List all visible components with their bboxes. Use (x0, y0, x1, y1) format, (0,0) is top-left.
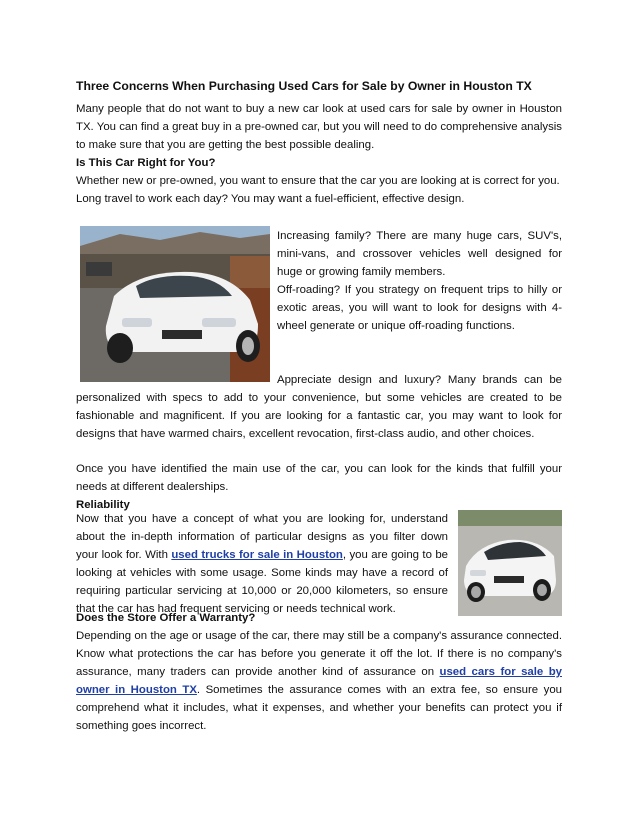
paragraph-new-or-preowned: Whether new or pre-owned, you want to ensure that the car you are looking at is correct for you. (76, 175, 560, 187)
white-coupe-illustration (458, 510, 562, 616)
used-trucks-houston-link[interactable]: used trucks for sale in Houston (171, 549, 343, 561)
reliability-block (76, 510, 448, 618)
heading-is-this-car-right: Is This Car Right for You? (76, 157, 216, 169)
luxury-first-line-block (277, 371, 562, 389)
paragraph-increasing-family: Increasing family? There are many huge cars, SUV's, mini-vans, and crossover vehicles well designed for huge or growing family members. (277, 230, 562, 278)
heading-reliability: Reliability (76, 499, 130, 511)
heading-warranty: Does the Store Offer a Warranty? (76, 612, 256, 624)
warranty-block (76, 609, 562, 735)
document-title: Three Concerns When Purchasing Used Cars for Sale by Owner in Houston TX (76, 79, 532, 93)
warranty-text-end: . Sometimes the assurance comes with an extra fee, so ensure you comprehend what it includes, what it expenses, and whether your benefits can protect you if something goes incorrect. (76, 684, 562, 732)
paragraph-luxury-start: Appreciate design and luxury? Many brands can be (277, 374, 562, 386)
warranty-text-start: Depending on the age or usage of the car, there may still be a company's assurance connected. Know what protections the car has before you generate it off the lot. If there is no company's assurance, many traders can provide another kind of assurance on (76, 630, 562, 678)
right-text-block (277, 227, 562, 335)
paragraph-identified-use: Once you have identified the main use of the car, you can look for the kinds that fulfill your needs at different dealerships. (76, 463, 562, 493)
reliability-text-start: Now that you have a concept of what you are looking for, understand about the in-depth information of particular designs as you filter down your look for. With (76, 513, 448, 561)
white-coupe-photo (458, 510, 562, 616)
white-sedan-illustration (80, 226, 270, 382)
paragraph-reliability (76, 510, 448, 618)
intro-paragraph: Many people that do not want to buy a new car look at used cars for sale by owner in Houston TX. You can find a great buy in a pre-owned car, but you will need to do comprehensive analysis to make sure that you are getting the best possible dealing. (76, 103, 562, 151)
white-sedan-photo (80, 226, 270, 382)
paragraph-long-travel: Long travel to work each day? You may want a fuel-efficient, effective design. (76, 193, 465, 205)
paragraph-off-roading: Off-roading? If you strategy on frequent trips to hilly or exotic areas, you will want to look for designs with 4-wheel generate or unique off-roading functions. (277, 284, 562, 332)
paragraph-warranty (76, 627, 562, 735)
used-cars-owner-houston-link[interactable]: used cars for sale by owner in Houston TX (76, 666, 562, 696)
intro-block (76, 100, 562, 208)
reliability-text-end: , you are going to be looking at vehicles with some usage. Some kinds may have a record of requiring particular servicing at 10,000 or 20,000 kilometers, so ensure that the car has had frequent servicing or needs technical work. (76, 549, 448, 615)
luxury-block (76, 389, 562, 514)
paragraph-luxury-continued: personalized with specs to add to your convenience, but some vehicles are created to be fashionable and magnificent. If you are looking for a fantastic car, you may want to look for designs that have warmed chairs, excellent revocation, first-class audio, and other choices. (76, 392, 562, 440)
